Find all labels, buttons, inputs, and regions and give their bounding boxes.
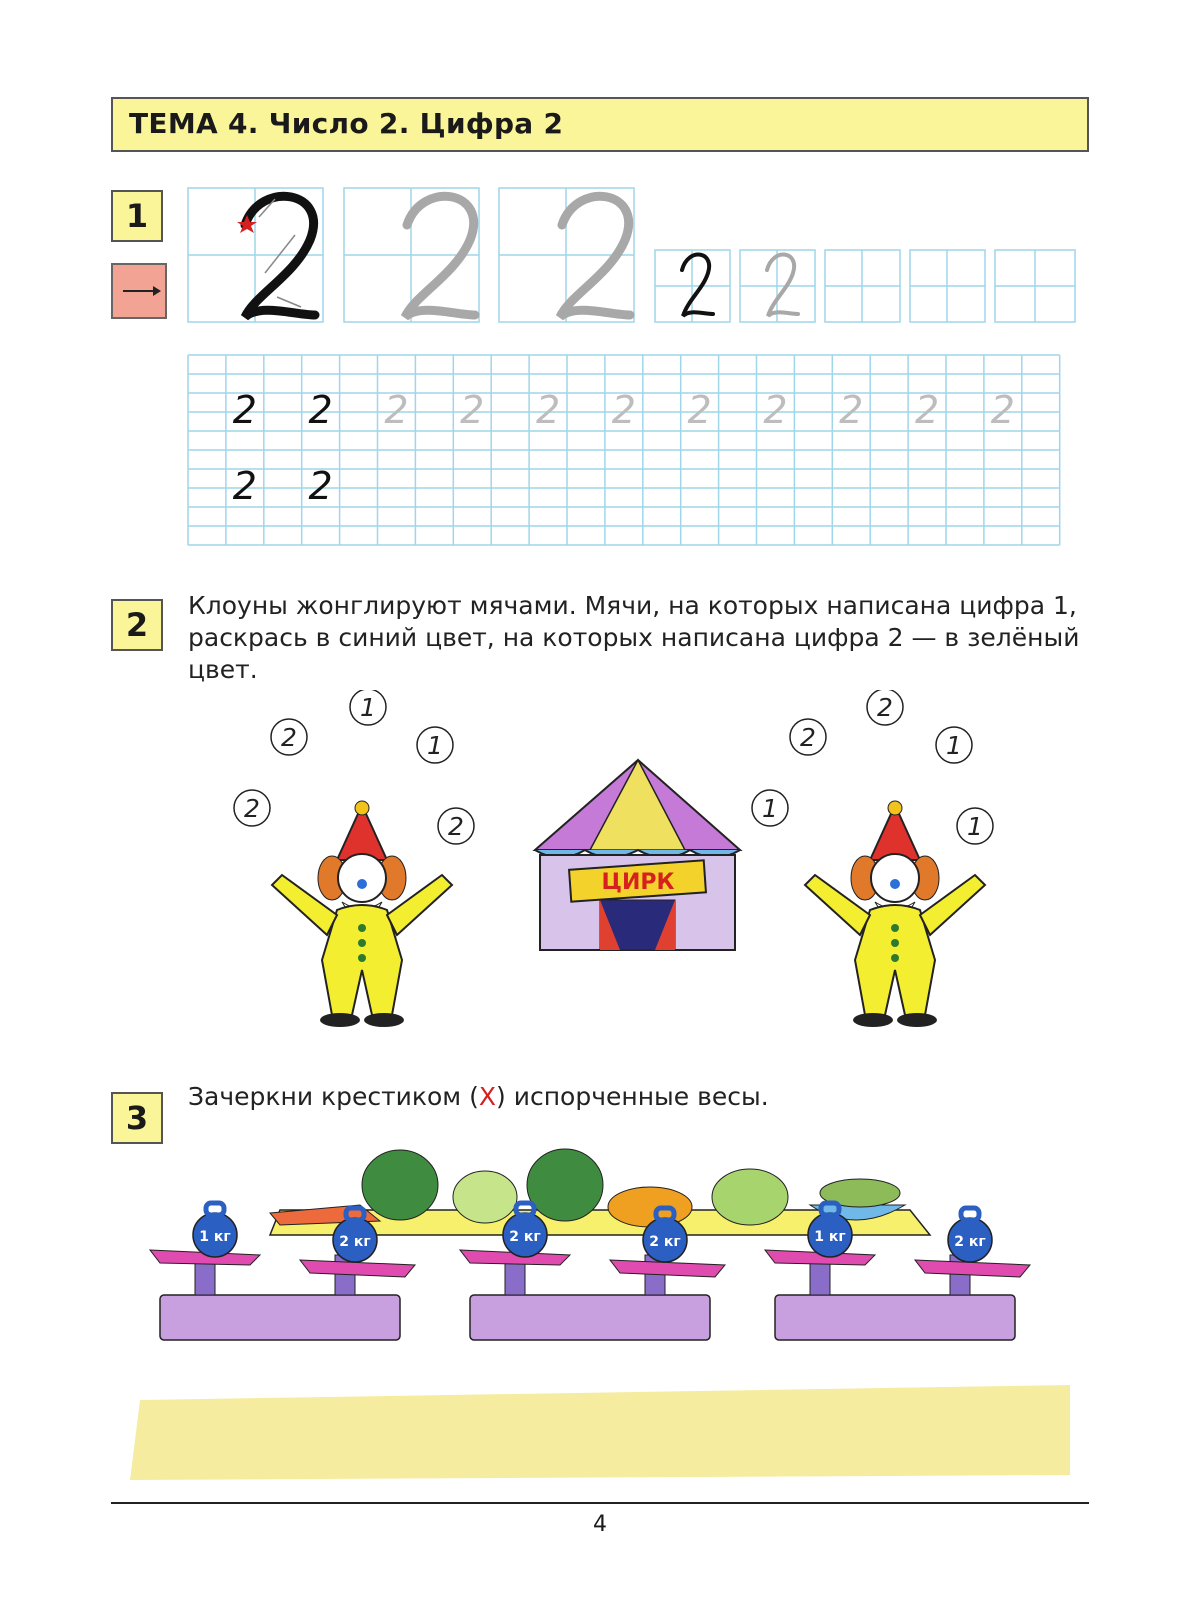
practice-digit: 2 [384, 388, 409, 432]
circus-tent-illustration [530, 755, 745, 965]
practice-digit: 2 [763, 388, 788, 432]
digit-tracing-cells [185, 185, 1095, 345]
ball-digit: 1 [360, 693, 376, 722]
weight-label: 2 кг [649, 1234, 681, 1250]
start-star-icon [237, 215, 257, 233]
practice-digit: 2 [535, 388, 561, 432]
page-title: ТЕМА 4. Число 2. Цифра 2 [129, 107, 564, 140]
ball-digit: 1 [967, 812, 983, 841]
task-3-number: 3 [111, 1092, 163, 1144]
practice-digit: 2 [914, 388, 940, 432]
practice-digit: 2 [839, 388, 864, 432]
task-2-line-3: цвет. [188, 655, 258, 684]
practice-digit: 2 [232, 464, 257, 508]
circus-sign-text: ЦИРК [601, 870, 675, 895]
task-1-number: 1 [111, 190, 163, 242]
practice-digit: 2 [308, 388, 333, 432]
right-arrow-icon [113, 265, 165, 317]
task-2-line-2: раскрась в синий цвет, на которых написана цифра 2 — в зелёный [188, 623, 1080, 652]
task-3-text-before: Зачеркни крестиком ( [188, 1082, 479, 1111]
footer-rule [111, 1502, 1089, 1504]
task-3-x-mark: X [478, 1082, 497, 1111]
clown-left-illustration [262, 800, 462, 1060]
ball-digit: 1 [762, 794, 778, 823]
weight-label: 2 кг [339, 1234, 371, 1250]
ball-digit: 2 [244, 794, 260, 823]
weight-label: 1 кг [199, 1229, 231, 1245]
ball-digit: 2 [448, 812, 464, 841]
clown-right-illustration [795, 800, 995, 1060]
practice-grid [186, 353, 1096, 563]
task-2-instructions [188, 590, 1088, 686]
ball-digit: 2 [877, 693, 893, 722]
weight-label: 1 кг [814, 1229, 846, 1245]
task-2-line-1: Клоуны жонглируют мячами. Мячи, на которых написана цифра 1, [188, 591, 1077, 620]
weight-label: 2 кг [954, 1234, 986, 1250]
practice-digit: 2 [308, 464, 333, 508]
practice-digit: 2 [611, 388, 636, 432]
ball-digit: 2 [800, 723, 816, 752]
practice-digit: 2 [460, 388, 485, 432]
arrow-hint-box [111, 263, 167, 319]
topic-title-bar [111, 97, 1089, 152]
page-number: 4 [593, 1512, 607, 1537]
task-3-instructions [188, 1081, 769, 1113]
practice-digit: 2 [990, 388, 1015, 432]
ball-digit: 1 [427, 731, 443, 760]
weight-label: 2 кг [509, 1229, 541, 1245]
task-3-text-after: ) испорченные весы. [496, 1082, 769, 1111]
scales-illustration [110, 1135, 1090, 1490]
task-2-number: 2 [111, 599, 163, 651]
practice-digit: 2 [687, 388, 712, 432]
practice-digit: 2 [232, 388, 257, 432]
ball-digit: 1 [946, 731, 962, 760]
ball-digit: 2 [281, 723, 297, 752]
